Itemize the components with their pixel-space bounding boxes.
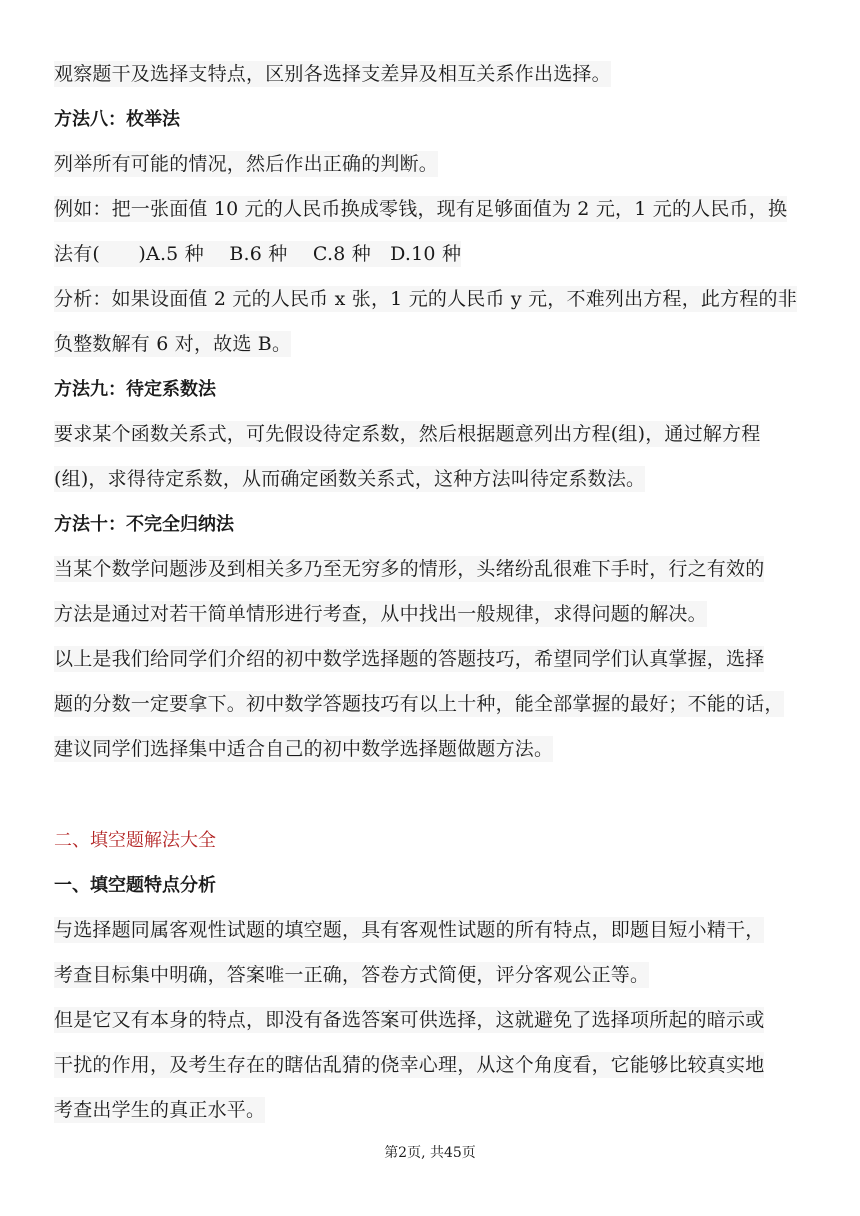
paragraph-line-text: 以上是我们给同学们介绍的初中数学选择题的答题技巧，希望同学们认真掌握，选择 [54,648,765,670]
paragraph-line [54,953,814,998]
paragraph-line [54,592,814,637]
paragraph-line [54,682,814,727]
method-heading: 方法八：枚举法 [54,109,180,130]
page-footer: 第2页, 共45页 [384,1145,476,1161]
paragraph-line [54,322,814,367]
method-heading: 一、填空题特点分析 [54,875,216,896]
paragraph-line-text: 当某个数学问题涉及到相关多乃至无穷多的情形，头绪纷乱很难下手时，行之有效的 [54,558,765,580]
method-heading: 方法十：不完全归纳法 [54,514,234,535]
paragraph-line [54,52,814,97]
paragraph-line-text: 法有( )A.5 种 B.6 种 C.8 种 D.10 种 [54,243,462,265]
paragraph-line-text: 要求某个函数关系式，可先假设待定系数，然后根据题意列出方程(组)，通过解方程 [54,423,761,445]
spacer [54,772,814,818]
paragraph-line-text: 观察题干及选择支特点，区别各选择支差异及相互关系作出选择。 [54,63,611,85]
paragraph-line-text: 方法是通过对若干简单情形进行考查，从中找出一般规律，求得问题的解决。 [54,603,707,625]
paragraph-line [54,908,814,953]
paragraph-line [54,1043,814,1088]
paragraph-line-text: 干扰的作用，及考生存在的瞎估乱猜的侥幸心理，从这个角度看，它能够比较真实地 [54,1054,765,1076]
paragraph-line [54,232,814,277]
paragraph-line-text: 分析：如果设面值 2 元的人民币 x 张，1 元的人民币 y 元，不难列出方程，此方程的非 [54,288,797,310]
paragraph-line [54,637,814,682]
document-body [54,52,814,1133]
paragraph-line-text: 建议同学们选择集中适合自己的初中数学选择题做题方法。 [54,738,554,760]
paragraph-line-text: 但是它又有本身的特点，即没有备选答案可供选择，这就避免了选择项所起的暗示或 [54,1009,765,1031]
paragraph-line-text: 考查目标集中明确，答案唯一正确，答卷方式简便，评分客观公正等。 [54,964,650,986]
paragraph-line-text: 题的分数一定要拿下。初中数学答题技巧有以上十种，能全部掌握的最好；不能的话， [54,693,784,715]
method-heading: 方法九：待定系数法 [54,379,216,400]
paragraph-line-text: 负整数解有 6 对，故选 B。 [54,333,292,355]
paragraph-line [54,547,814,592]
paragraph-line [54,998,814,1043]
paragraph-line-text: 考查出学生的真正水平。 [54,1099,266,1121]
paragraph-line [54,1088,814,1133]
paragraph-line [54,187,814,232]
paragraph-line [54,457,814,502]
paragraph-line [54,277,814,322]
paragraph-line [54,727,814,772]
paragraph-line [54,142,814,187]
section-title: 二、填空题解法大全 [54,830,216,851]
paragraph-line [54,412,814,457]
paragraph-line-text: 列举所有可能的情况，然后作出正确的判断。 [54,153,439,175]
paragraph-line-text: 例如：把一张面值 10 元的人民币换成零钱，现有足够面值为 2 元，1 元的人民币，换 [54,198,788,220]
paragraph-line-text: 与选择题同属客观性试题的填空题，具有客观性试题的所有特点，即题目短小精干， [54,919,765,941]
paragraph-line-text: (组)，求得待定系数，从而确定函数关系式，这种方法叫待定系数法。 [54,468,646,490]
